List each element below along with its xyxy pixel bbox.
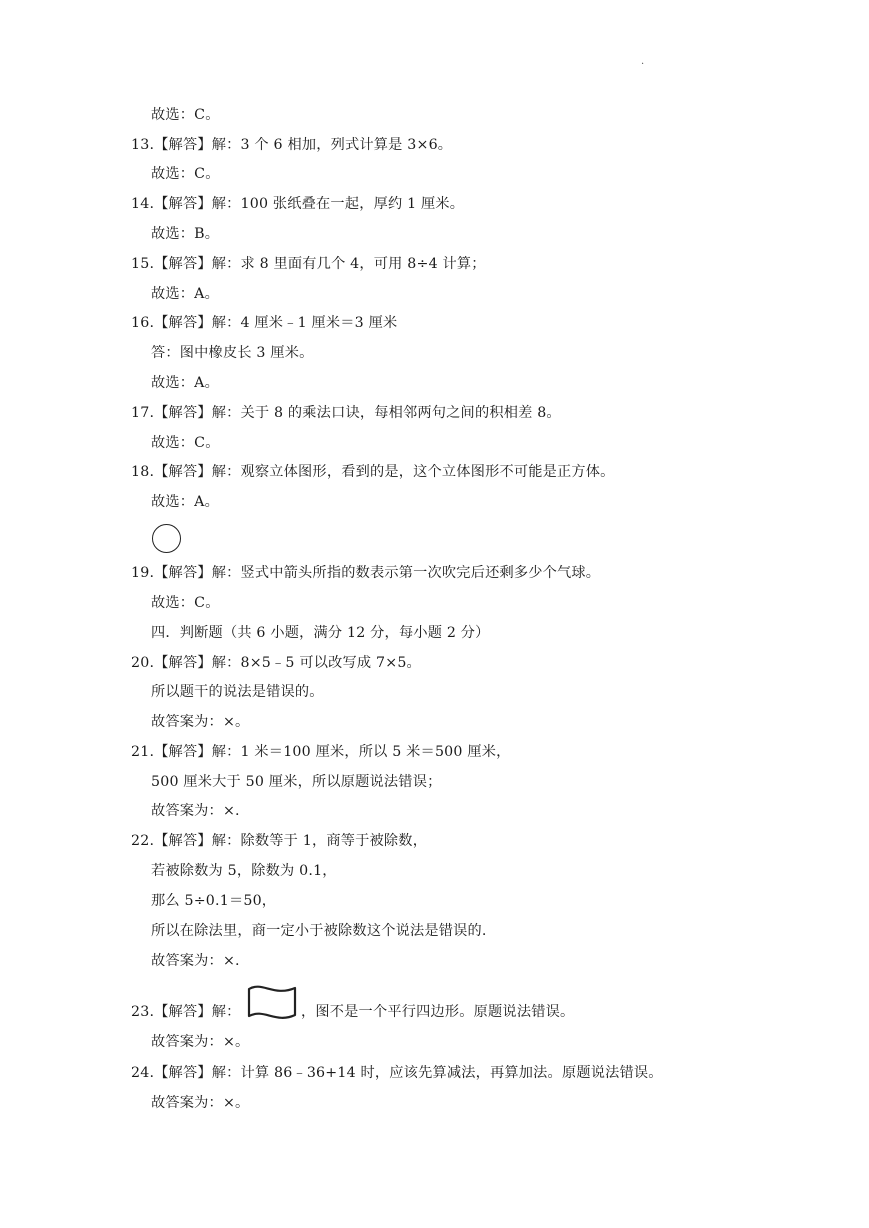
question-14-line: 14.【解答】解：100 张纸叠在一起，厚约 1 厘米。 <box>131 196 465 212</box>
question-21-line: 21.【解答】解：1 米＝100 厘米，所以 5 米＝500 厘米， <box>131 744 511 760</box>
explanation-line: 那么 5÷0.1＝50， <box>151 893 277 909</box>
question-19-line: 19.【解答】解：竖式中箭头所指的数表示第一次吹完后还剩多少个气球。 <box>131 565 601 581</box>
explanation-line: 所以在除法里，商一定小于被除数这个说法是错误的. <box>151 923 487 939</box>
question-20-line: 20.【解答】解：8×5﹣5 可以改写成 7×5。 <box>131 655 421 671</box>
question-15-line: 15.【解答】解：求 8 里面有几个 4，可用 8÷4 计算； <box>131 256 486 272</box>
question-16-line: 16.【解答】解：4 厘米﹣1 厘米＝3 厘米 <box>131 315 398 331</box>
question-23-continuation: ，图不是一个平行四边形。原题说法错误。 <box>301 1004 575 1020</box>
answer-line: 故答案为：×。 <box>151 714 250 730</box>
answer-line: 故选：B。 <box>151 226 220 242</box>
answer-line: 故答案为：×. <box>151 803 240 819</box>
answer-line: 故答案为：×. <box>151 953 240 969</box>
question-18-line: 18.【解答】解：观察立体图形，看到的是，这个立体图形不可能是正方体。 <box>131 464 615 480</box>
question-22-line: 22.【解答】解：除数等于 1，商等于被除数， <box>131 833 428 849</box>
answer-line: 故选：C。 <box>151 435 220 451</box>
answer-line: 故答案为：×。 <box>151 1095 250 1111</box>
question-13-line: 13.【解答】解：3 个 6 相加，列式计算是 3×6。 <box>131 137 453 153</box>
answer-line: 故选：C。 <box>151 166 220 182</box>
answer-line: 故选：A。 <box>151 375 219 391</box>
explanation-line: 所以题干的说法是错误的。 <box>151 684 324 700</box>
explanation-line: 若被除数为 5，除数为 0.1， <box>151 863 337 879</box>
section-heading: 四．判断题（共 6 小题，满分 12 分，每小题 2 分） <box>151 625 490 641</box>
header-dot: . <box>641 56 645 67</box>
question-23-line: 23.【解答】解： <box>131 1004 241 1020</box>
explanation-line: 500 厘米大于 50 厘米，所以原题说法错误； <box>151 774 442 790</box>
answer-line: 故选：A。 <box>151 286 219 302</box>
explanation-line: 答：图中橡皮长 3 厘米。 <box>151 345 314 361</box>
question-24-line: 24.【解答】解：计算 86﹣36+14 时，应该先算减法，再算加法。原题说法错误。 <box>131 1065 663 1081</box>
answer-line: 故答案为：×。 <box>151 1034 250 1050</box>
wavy-quadrilateral-figure <box>244 982 300 1022</box>
circle-figure <box>152 524 181 553</box>
answer-line: 故选：A。 <box>151 494 219 510</box>
answer-line: 故选：C。 <box>151 107 220 123</box>
answer-line: 故选：C。 <box>151 595 220 611</box>
question-17-line: 17.【解答】解：关于 8 的乘法口诀，每相邻两句之间的积相差 8。 <box>131 405 561 421</box>
